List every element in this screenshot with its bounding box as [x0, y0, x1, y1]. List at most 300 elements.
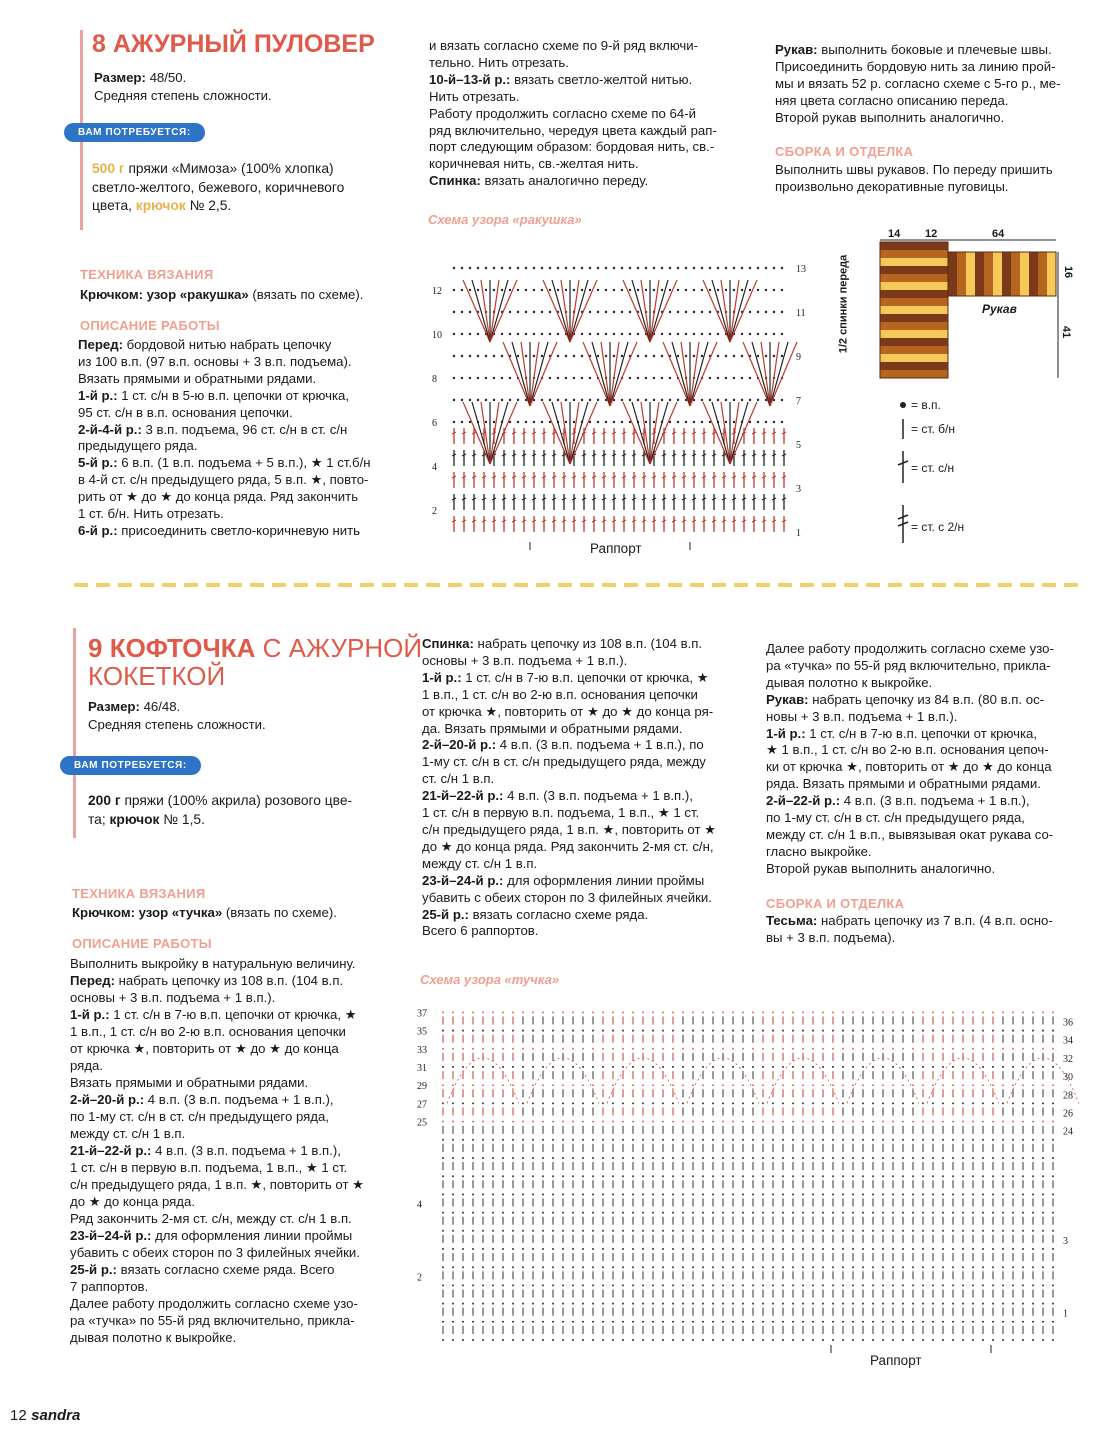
chain-dot [902, 1011, 904, 1013]
chain-dot [782, 1102, 784, 1104]
chain-dot [492, 1212, 494, 1214]
chain-dot [772, 1048, 774, 1050]
chain-dot [832, 1011, 834, 1013]
chain-dot [621, 399, 623, 401]
chain-dot [722, 1011, 724, 1013]
p9-size-label: Размер: [88, 699, 140, 714]
chain-dot [557, 289, 559, 291]
p9-need-badge [60, 755, 201, 775]
chain-dot [502, 1175, 504, 1177]
chain-dot [581, 267, 583, 269]
chain-dot [762, 1175, 764, 1177]
text-run: 1 ст. с/н в первую в.п. подъема, 1 в.п., ★ 1 ст. [70, 1160, 348, 1175]
chain-dot [892, 1193, 894, 1195]
text-line [70, 1091, 395, 1108]
chain-dot [852, 1230, 854, 1232]
chain-dot [672, 1175, 674, 1177]
chain-dot [802, 1175, 804, 1177]
chain-dot [882, 1339, 884, 1341]
text-bold: 1-й р.: [422, 669, 462, 685]
chain-dot [692, 1303, 694, 1305]
chain-dot [772, 1212, 774, 1214]
chain-dot [812, 1030, 814, 1032]
text-run: Нить отрезать. [429, 88, 520, 104]
chain-dot [1042, 1193, 1044, 1195]
chain-dot [862, 1230, 864, 1232]
chain-dot [812, 1084, 814, 1086]
chain-dot [749, 311, 751, 313]
chain-dot [912, 1230, 914, 1232]
chain-dot [882, 1102, 884, 1104]
chain-dot [1012, 1230, 1014, 1232]
text-run: 1 ст. с/н в 7-ю в.п. цепочки от крючка, [805, 725, 1038, 741]
chain-dot [972, 1084, 974, 1086]
text-line [70, 989, 395, 1006]
chain-dot [682, 1030, 684, 1032]
chain-dot [472, 1121, 474, 1123]
chain-dot [592, 1230, 594, 1232]
chain-dot [597, 333, 599, 335]
chain-dot [882, 1157, 884, 1159]
chain-dot [532, 1303, 534, 1305]
chain-dot [912, 1339, 914, 1341]
chain-dot [952, 1030, 954, 1032]
chain-dot [902, 1121, 904, 1123]
chain-dot [1012, 1102, 1014, 1104]
chain-dot [653, 377, 655, 379]
chain-dot [972, 1248, 974, 1250]
chain-dot [549, 377, 551, 379]
chain-dot [822, 1248, 824, 1250]
chain-dot [452, 1048, 454, 1050]
p8-need-badge [64, 122, 205, 142]
p9-title-c: КОКЕТКОЙ [88, 661, 226, 691]
chain-dot [492, 1284, 494, 1286]
chain-dot [462, 1284, 464, 1286]
chain-dot [812, 1139, 814, 1141]
chain-dot [792, 1284, 794, 1286]
chain-dot [749, 377, 751, 379]
chain-dot [942, 1175, 944, 1177]
chain-dot [1042, 1030, 1044, 1032]
chain-dot [1002, 1230, 1004, 1232]
chain-dot [842, 1048, 844, 1050]
chain-dot [522, 1248, 524, 1250]
p8-difficulty: Средняя степень сложности. [94, 88, 272, 103]
chain-dot [962, 1266, 964, 1268]
chain-dot [565, 377, 567, 379]
chain-dot [565, 399, 567, 401]
chain-dot [629, 267, 631, 269]
chain-dot [621, 289, 623, 291]
chain-dot [862, 1175, 864, 1177]
chain-dot [862, 1157, 864, 1159]
chain-dot [732, 1339, 734, 1341]
chain-dot [672, 1212, 674, 1214]
chain-dot [552, 1339, 554, 1341]
text-line [766, 692, 1091, 709]
chain-dot [942, 1212, 944, 1214]
chain-dot [742, 1284, 744, 1286]
chain-dot [732, 1212, 734, 1214]
chain-dot [702, 1139, 704, 1141]
chain-dot [792, 1266, 794, 1268]
chain-dot [742, 1084, 744, 1086]
chain-dot [1002, 1048, 1004, 1050]
chain-dot [653, 399, 655, 401]
chain-dot [533, 267, 535, 269]
chain-dot [752, 1266, 754, 1268]
chain-dot [992, 1066, 994, 1068]
chain-dot [882, 1193, 884, 1195]
chain-dot [562, 1048, 564, 1050]
chain-dot [742, 1030, 744, 1032]
chain-dot [592, 1066, 594, 1068]
chain-dot [912, 1121, 914, 1123]
chain-dot [612, 1030, 614, 1032]
chain-dot [942, 1266, 944, 1268]
chain-dot [962, 1339, 964, 1341]
chain-dot [612, 1121, 614, 1123]
row-number-right: 1 [1063, 1308, 1068, 1320]
text-run: 1 ст. б/н. Нить отрезать. [78, 506, 224, 522]
chain-dot [612, 1193, 614, 1195]
chain-dot [1022, 1339, 1024, 1341]
chain-dot [462, 1102, 464, 1104]
chain-dot [872, 1139, 874, 1141]
chain-dot [512, 1011, 514, 1013]
chain-dot [592, 1303, 594, 1305]
chain-dot [1042, 1321, 1044, 1323]
chain-dot [685, 289, 687, 291]
chain-dot [842, 1084, 844, 1086]
p8-tech-bold: Крючком: узор «ракушка» [80, 287, 249, 302]
chain-dot [822, 1048, 824, 1050]
chain-dot [642, 1066, 644, 1068]
chain-dot [542, 1048, 544, 1050]
text-line [70, 1108, 395, 1125]
chain-dot [602, 1321, 604, 1323]
chain-dot [702, 1248, 704, 1250]
chain-dot [832, 1321, 834, 1323]
chain-dot [452, 1212, 454, 1214]
legend-ch-text: = в.п. [911, 398, 941, 412]
chain-dot [662, 1102, 664, 1104]
text-line [422, 670, 747, 687]
chain-dot [512, 1121, 514, 1123]
chain-dot [582, 1230, 584, 1232]
chain-dot [642, 1102, 644, 1104]
chain-dot [542, 1157, 544, 1159]
chain-dot [781, 311, 783, 313]
chain-dot [632, 1175, 634, 1177]
chain-dot [622, 1248, 624, 1250]
chain-dot [762, 1230, 764, 1232]
chain-dot [942, 1339, 944, 1341]
chain-dot [802, 1011, 804, 1013]
chain-dot [622, 1139, 624, 1141]
chain-dot [842, 1157, 844, 1159]
chain-dot [642, 1339, 644, 1341]
chain-dot [552, 1139, 554, 1141]
chain-dot [1032, 1011, 1034, 1013]
text-line [766, 641, 1091, 658]
chain-dot [872, 1102, 874, 1104]
text-line [429, 123, 749, 140]
chain-dot [652, 1102, 654, 1104]
chain-dot [549, 311, 551, 313]
chain-dot [822, 1084, 824, 1086]
chain-dot [592, 1248, 594, 1250]
chain-dot [892, 1339, 894, 1341]
chain-dot [882, 1121, 884, 1123]
chain-dot [952, 1066, 954, 1068]
chain-dot [952, 1175, 954, 1177]
chain-dot [469, 355, 471, 357]
chain-dot [492, 1102, 494, 1104]
chain-dot [565, 289, 567, 291]
p8-tech-rest: (вязать по схеме). [248, 287, 364, 302]
chain-dot [757, 267, 759, 269]
chain-dot [482, 1030, 484, 1032]
p9-need-text [88, 792, 352, 829]
chain-dot [782, 1121, 784, 1123]
chain-dot [682, 1248, 684, 1250]
chain-dot [612, 1102, 614, 1104]
chain-dot [1012, 1321, 1014, 1323]
chain-dot [662, 1030, 664, 1032]
chain-dot [485, 267, 487, 269]
text-run: 4 в.п. (3 в.п. подъема + 1 в.п.), [144, 1092, 334, 1107]
chain-dot [832, 1303, 834, 1305]
chain-dot [453, 399, 455, 401]
chain-dot [613, 333, 615, 335]
chain-dot [882, 1011, 884, 1013]
chain-dot [892, 1011, 894, 1013]
chain-dot [612, 1266, 614, 1268]
chain-dot [462, 1303, 464, 1305]
chain-dot [693, 289, 695, 291]
chain-dot [512, 1339, 514, 1341]
chain-dot [709, 399, 711, 401]
chain-dot [512, 1321, 514, 1323]
chain-dot [532, 1121, 534, 1123]
chain-dot [442, 1230, 444, 1232]
chain-dot [532, 1066, 534, 1068]
chain-dot [862, 1121, 864, 1123]
chain-dot [525, 267, 527, 269]
chain-dot [605, 311, 607, 313]
chain-dot [442, 1193, 444, 1195]
text-run: ряд включительно, чередуя цвета каждый рап- [429, 122, 717, 138]
chain-dot [1012, 1084, 1014, 1086]
chain-dot [892, 1175, 894, 1177]
chain-dot [552, 1230, 554, 1232]
p8-title-a: АЖУРНЫЙ [112, 30, 247, 58]
chain-dot [589, 267, 591, 269]
chain-dot [472, 1011, 474, 1013]
chain-dot [982, 1011, 984, 1013]
chain-dot [652, 1157, 654, 1159]
chain-dot [802, 1048, 804, 1050]
chain-dot [792, 1011, 794, 1013]
text-line [422, 771, 747, 788]
chain-dot [922, 1284, 924, 1286]
chain-dot [677, 421, 679, 423]
chain-dot [862, 1084, 864, 1086]
fan-stitch [770, 342, 788, 406]
chain-dot [942, 1048, 944, 1050]
body-stripe [880, 362, 948, 370]
chain-dot [952, 1048, 954, 1050]
chain-dot [462, 1230, 464, 1232]
chain-dot [605, 267, 607, 269]
chain-dot [622, 1339, 624, 1341]
chain-dot [781, 399, 783, 401]
chain-dot [1042, 1139, 1044, 1141]
chain-dot [782, 1175, 784, 1177]
chain-dot [802, 1230, 804, 1232]
chain-dot [652, 1121, 654, 1123]
chain-dot [572, 1266, 574, 1268]
chain-dot [492, 1303, 494, 1305]
chain-dot [692, 1139, 694, 1141]
chain-dot [522, 1284, 524, 1286]
chain-dot [622, 1321, 624, 1323]
chain-dot [557, 333, 559, 335]
chain-dot [852, 1339, 854, 1341]
text-run: 1 ст. с/н в 7-ю в.п. цепочки от крючка, ★ [109, 1007, 357, 1022]
chain-dot [517, 311, 519, 313]
chain-dot [852, 1157, 854, 1159]
chain-dot [693, 421, 695, 423]
chain-dot [702, 1339, 704, 1341]
chain-dot [892, 1139, 894, 1141]
fan-stitch [672, 342, 690, 406]
chain-dot [462, 1011, 464, 1013]
chain-dot [685, 267, 687, 269]
chain-dot [752, 1321, 754, 1323]
chain-dot [892, 1048, 894, 1050]
chain-dot [662, 1084, 664, 1086]
chain-dot [1052, 1030, 1054, 1032]
chain-dot [525, 355, 527, 357]
text-run: из 100 в.п. (97 в.п. основы + 3 в.п. подъема). [78, 353, 352, 369]
chain-dot [522, 1048, 524, 1050]
text-run: 1 в.п., 1 ст. с/н во 2-ю в.п. основания цепочки [422, 686, 698, 702]
text-run: 1 ст. с/н в первую в.п. подъема, 1 в.п., ★ 1 ст. [422, 805, 700, 821]
chain-dot [882, 1248, 884, 1250]
chain-dot [662, 1175, 664, 1177]
text-run: набрать цепочку из 108 в.п. (104 в.п. [473, 636, 703, 651]
chain-dot [912, 1248, 914, 1250]
fan-stitch [472, 280, 490, 342]
text-run: 4 в.п. (3 в.п. подъема + 1 в.п.), [840, 793, 1030, 809]
chain-dot [565, 267, 567, 269]
p9-title-b: С АЖУРНОЙ [255, 633, 423, 663]
chain-dot [572, 1321, 574, 1323]
chain-dot [702, 1212, 704, 1214]
chain-dot [982, 1230, 984, 1232]
sleeve-stripe [948, 252, 957, 296]
chain-dot [812, 1339, 814, 1341]
chain-dot [532, 1011, 534, 1013]
text-run: 1 ст. с/н в 5-ю в.п. цепочки от крючка, [117, 387, 350, 403]
chain-dot [602, 1339, 604, 1341]
chain-dot [622, 1303, 624, 1305]
chain-dot [622, 1266, 624, 1268]
chain-dot [812, 1321, 814, 1323]
chain-dot [952, 1011, 954, 1013]
chain-dot [742, 1248, 744, 1250]
chain-dot [712, 1175, 714, 1177]
chain-dot [482, 1102, 484, 1104]
fan-stitch [712, 280, 730, 342]
chain-dot [532, 1339, 534, 1341]
chain-dot [552, 1102, 554, 1104]
chain-dot [452, 1030, 454, 1032]
chain-dot [942, 1157, 944, 1159]
chain-dot [512, 1266, 514, 1268]
chain-dot [972, 1121, 974, 1123]
chain-dot [682, 1175, 684, 1177]
chain-dot [712, 1266, 714, 1268]
chain-dot [732, 1230, 734, 1232]
chain-dot [542, 1066, 544, 1068]
chain-dot [922, 1102, 924, 1104]
chain-dot [452, 1066, 454, 1068]
chain-dot [1012, 1193, 1014, 1195]
text-line [766, 913, 1091, 930]
chain-dot [522, 1321, 524, 1323]
chain-dot [992, 1284, 994, 1286]
chain-dot [872, 1066, 874, 1068]
chain-dot [982, 1030, 984, 1032]
sleeve-stripe [966, 252, 975, 296]
chain-dot [562, 1011, 564, 1013]
chain-dot [733, 399, 735, 401]
chain-dot [832, 1048, 834, 1050]
body-stripe [880, 290, 948, 298]
chain-dot [685, 311, 687, 313]
chain-dot [952, 1212, 954, 1214]
chain-dot [517, 267, 519, 269]
chain-dot [992, 1303, 994, 1305]
chain-dot [792, 1193, 794, 1195]
chain-dot [992, 1048, 994, 1050]
chain-dot [492, 1248, 494, 1250]
chain-dot [792, 1121, 794, 1123]
chain-dot [782, 1193, 784, 1195]
chain-dot [982, 1048, 984, 1050]
chain-dot [653, 421, 655, 423]
chain-dot [912, 1303, 914, 1305]
chain-dot [942, 1030, 944, 1032]
chain-dot [472, 1102, 474, 1104]
text-line [78, 337, 398, 354]
text-line [70, 1193, 395, 1210]
chain-dot [932, 1248, 934, 1250]
text-line [422, 754, 747, 771]
chain-dot [452, 1157, 454, 1159]
chain-dot [922, 1266, 924, 1268]
chain-dot [952, 1102, 954, 1104]
chain-dot [1002, 1157, 1004, 1159]
chain-dot [442, 1139, 444, 1141]
chain-dot [712, 1193, 714, 1195]
chain-dot [752, 1139, 754, 1141]
chain-dot [982, 1212, 984, 1214]
